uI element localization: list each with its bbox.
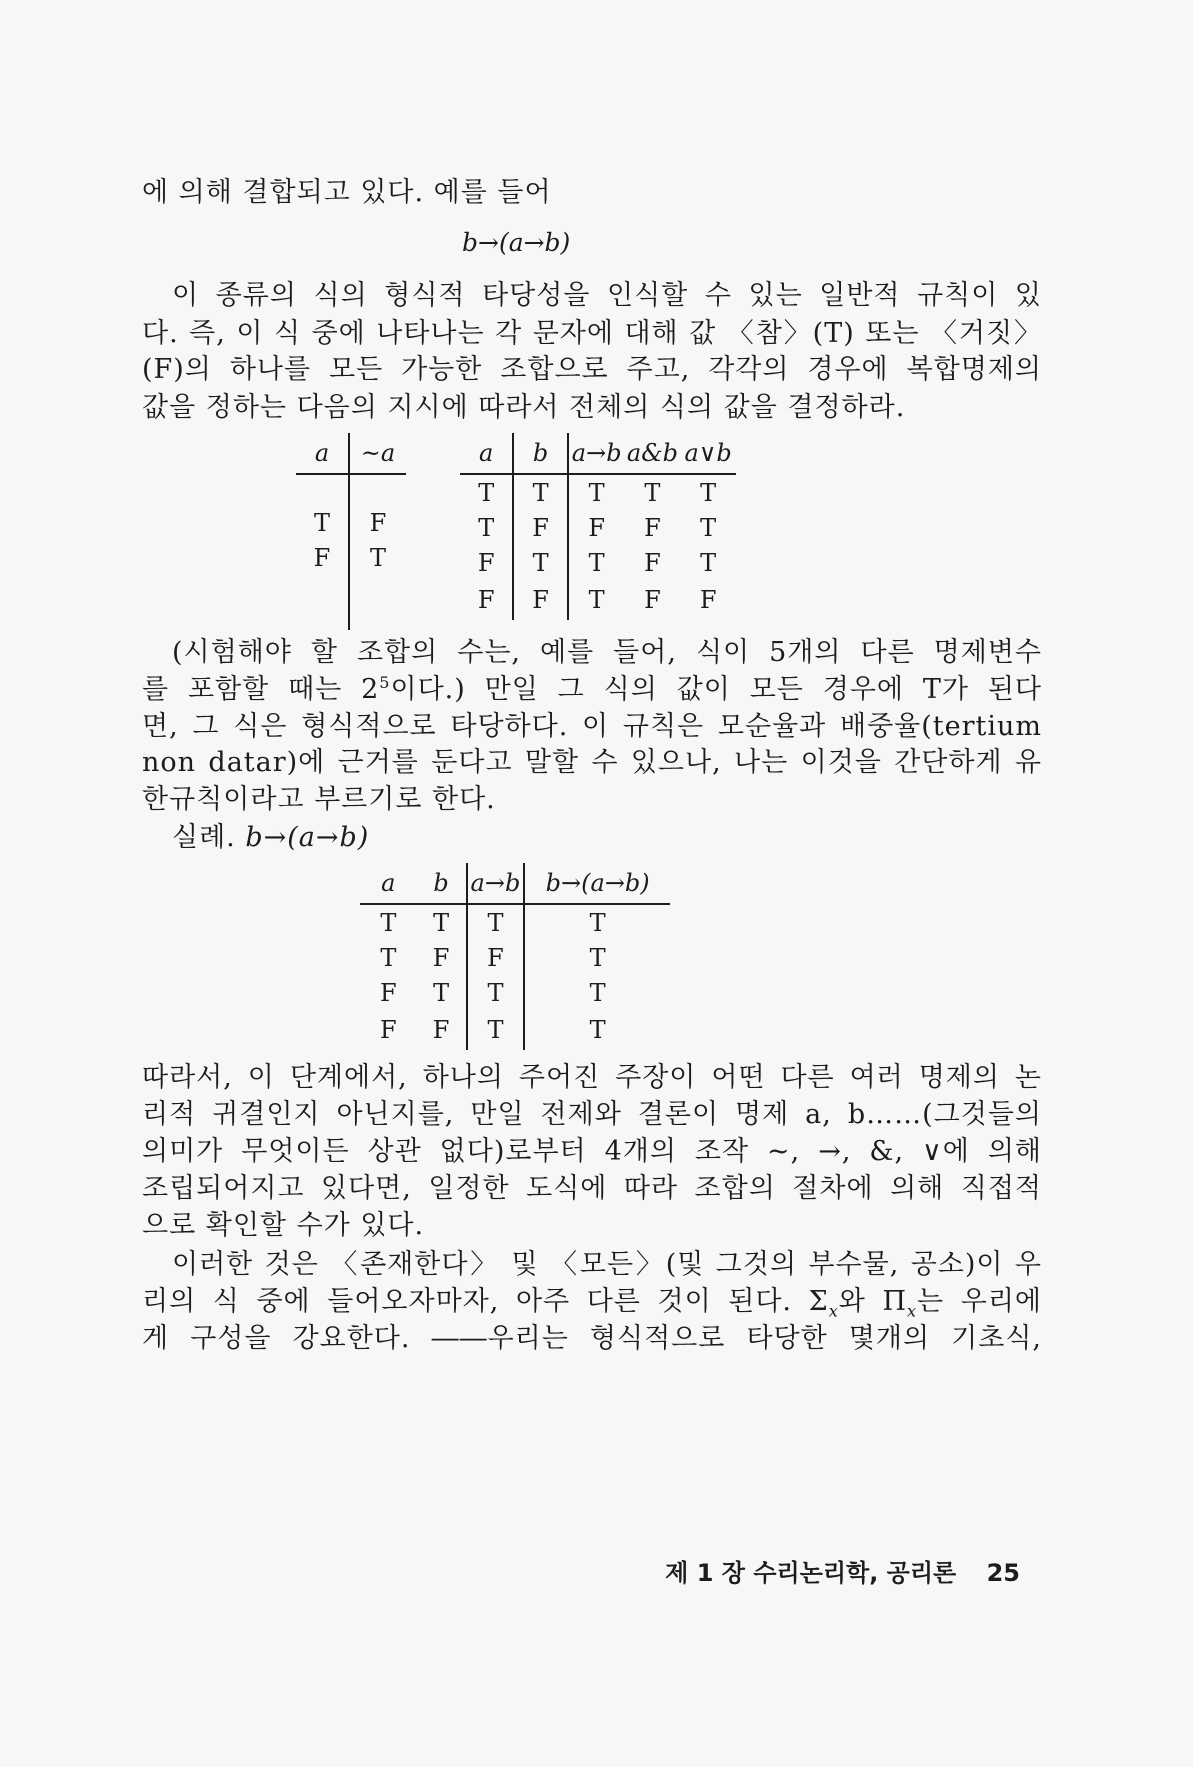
para-3-line-5: 으로 확인할 수가 있다. bbox=[142, 1210, 425, 1241]
formula-1: b→(a→b) bbox=[462, 228, 571, 257]
ex-cell: T bbox=[467, 975, 525, 1010]
para-3-line-2: 리적 귀결인지 아닌지를, 만일 전제와 결론이 명제 a, b……(그것들의 bbox=[142, 1099, 1042, 1130]
ex-cell: T bbox=[589, 1016, 606, 1044]
ex-cell: T bbox=[589, 943, 606, 972]
ex-header-b: b bbox=[417, 863, 467, 904]
para-2-line-3: 면, 그 식은 형식적으로 타당하다. 이 규칙은 모순율과 배중율(tertium bbox=[142, 711, 1042, 742]
ops-header-implies: a→b bbox=[568, 433, 625, 474]
neg-header-nota: ~a bbox=[349, 433, 406, 474]
para-4-line-2-post: 는 우리에 bbox=[917, 1286, 1042, 1317]
ops-cell: F bbox=[513, 580, 567, 620]
chapter-title: 제 1 장 수리논리학, 공리론 bbox=[665, 1559, 957, 1587]
ops-cell: T bbox=[700, 513, 717, 542]
ex-cell: T bbox=[589, 978, 606, 1007]
negation-table bbox=[296, 433, 406, 630]
neg-cell bbox=[296, 575, 349, 630]
page-number: 25 bbox=[986, 1559, 1020, 1587]
example-label: 실례. bbox=[172, 822, 236, 853]
operations-table bbox=[460, 433, 736, 620]
neg-cell: F bbox=[296, 540, 349, 575]
ops-cell: T bbox=[513, 545, 567, 580]
pi-subscript: x bbox=[907, 1301, 918, 1321]
ops-cell: T bbox=[460, 510, 513, 545]
neg-cell bbox=[349, 575, 406, 630]
ops-cell: F bbox=[460, 545, 513, 580]
ex-cell: T bbox=[417, 904, 467, 940]
neg-cell: F bbox=[369, 508, 387, 537]
ex-header-a: a bbox=[360, 863, 417, 904]
para-3-line-1: 따라서, 이 단계에서, 하나의 주어진 주장이 어떤 다른 여러 명제의 논 bbox=[142, 1062, 1042, 1093]
para-3-line-3: 의미가 무엇이든 상관 없다)로부터 4개의 조작 ~, →, &, ∨에 의해 bbox=[142, 1136, 1042, 1167]
ex-header-implies: a→b bbox=[467, 863, 525, 904]
ops-cell: F bbox=[644, 548, 661, 577]
neg-cell: T bbox=[369, 543, 386, 572]
example-formula: b→(a→b) bbox=[245, 822, 370, 853]
ops-header-or: a∨b bbox=[680, 433, 736, 474]
ops-cell: F bbox=[588, 513, 605, 542]
ex-cell: F bbox=[379, 978, 397, 1007]
ex-cell: T bbox=[467, 904, 525, 940]
para-4-line-3: 게 구성을 강요한다. ――우리는 형식적으로 타당한 몇개의 기초식, bbox=[142, 1323, 1042, 1354]
neg-cell bbox=[296, 474, 349, 505]
ops-cell: T bbox=[460, 474, 513, 510]
ops-cell: T bbox=[700, 548, 717, 577]
intro-line: 에 의해 결합되고 있다. 예를 들어 bbox=[142, 177, 552, 208]
sigma-subscript: x bbox=[828, 1301, 839, 1321]
exponent: 5 bbox=[379, 673, 391, 692]
ex-cell: T bbox=[380, 908, 397, 937]
ex-cell: T bbox=[380, 943, 397, 972]
neg-header-a: a bbox=[296, 433, 349, 474]
ops-cell: F bbox=[699, 586, 717, 614]
ex-cell: F bbox=[417, 940, 467, 975]
para-4-line-1: 이러한 것은 〈존재한다〉 및 〈모든〉(및 그것의 부수물, 공소)이 우 bbox=[172, 1249, 1042, 1280]
ex-cell: F bbox=[417, 1010, 467, 1050]
ops-cell: F bbox=[644, 513, 661, 542]
para-1-line-2: 다. 즉, 이 식 중에 나타나는 각 문자에 대해 값 〈참〉(T) 또는 〈거짓〉 bbox=[142, 318, 1042, 349]
ops-header-b: b bbox=[513, 433, 567, 474]
para-2-line-1: (시험해야 할 조합의 수는, 예를 들어, 식이 5개의 다른 명제변수 bbox=[172, 637, 1042, 668]
ops-header-and: a&b bbox=[625, 433, 681, 474]
para-1-line-3: (F)의 하나를 모든 가능한 조합으로 주고, 각각의 경우에 복합명제의 bbox=[142, 354, 1042, 385]
ex-header-formula: b→(a→b) bbox=[524, 863, 670, 904]
ops-cell: T bbox=[513, 474, 567, 510]
para-2-line-2 bbox=[142, 672, 1042, 708]
ex-cell: T bbox=[467, 1010, 525, 1050]
neg-cell bbox=[349, 474, 406, 505]
para-4-line-2-pre: 리의 식 중에 들어오자마자, 아주 다른 것이 된다. Σ bbox=[142, 1286, 829, 1317]
neg-cell: T bbox=[296, 505, 349, 540]
ops-cell: T bbox=[644, 478, 661, 507]
ops-cell: T bbox=[588, 586, 605, 614]
ops-cell: F bbox=[644, 586, 661, 614]
running-footer bbox=[600, 1553, 1020, 1588]
example-line bbox=[172, 820, 1072, 856]
ops-cell: T bbox=[588, 548, 605, 577]
para-4-line-2 bbox=[142, 1284, 1042, 1320]
ops-cell: T bbox=[700, 478, 717, 507]
para-2-line-2-pre: 를 포함할 때는 2 bbox=[142, 674, 380, 705]
example-table bbox=[360, 863, 670, 1050]
para-3-line-4: 조립되어지고 있다면, 일정한 도식에 따라 조합의 절차에 의해 직접적 bbox=[142, 1173, 1042, 1204]
ops-cell: F bbox=[460, 580, 513, 620]
ops-cell: F bbox=[513, 510, 567, 545]
ops-cell: T bbox=[588, 478, 605, 507]
ex-cell: F bbox=[379, 1016, 397, 1044]
para-2-line-4: non datar)에 근거를 둔다고 말할 수 있으나, 나는 이것을 간단하게 유 bbox=[142, 747, 1042, 778]
para-2-line-2-post: 이다.) 만일 그 식의 값이 모든 경우에 T가 된다 bbox=[390, 674, 1042, 705]
ops-header-a: a bbox=[460, 433, 513, 474]
ex-cell: F bbox=[467, 940, 525, 975]
para-1-line-4: 값을 정하는 다음의 지시에 따라서 전체의 식의 값을 결정하라. bbox=[142, 392, 906, 423]
ex-cell: T bbox=[417, 975, 467, 1010]
para-1-line-1: 이 종류의 식의 형식적 타당성을 인식할 수 있는 일반적 규칙이 있 bbox=[172, 280, 1042, 311]
para-4-line-2-mid: 와 Π bbox=[838, 1286, 908, 1317]
para-2-line-5: 한규칙이라고 부르기로 한다. bbox=[142, 784, 496, 815]
ex-cell: T bbox=[589, 908, 606, 937]
